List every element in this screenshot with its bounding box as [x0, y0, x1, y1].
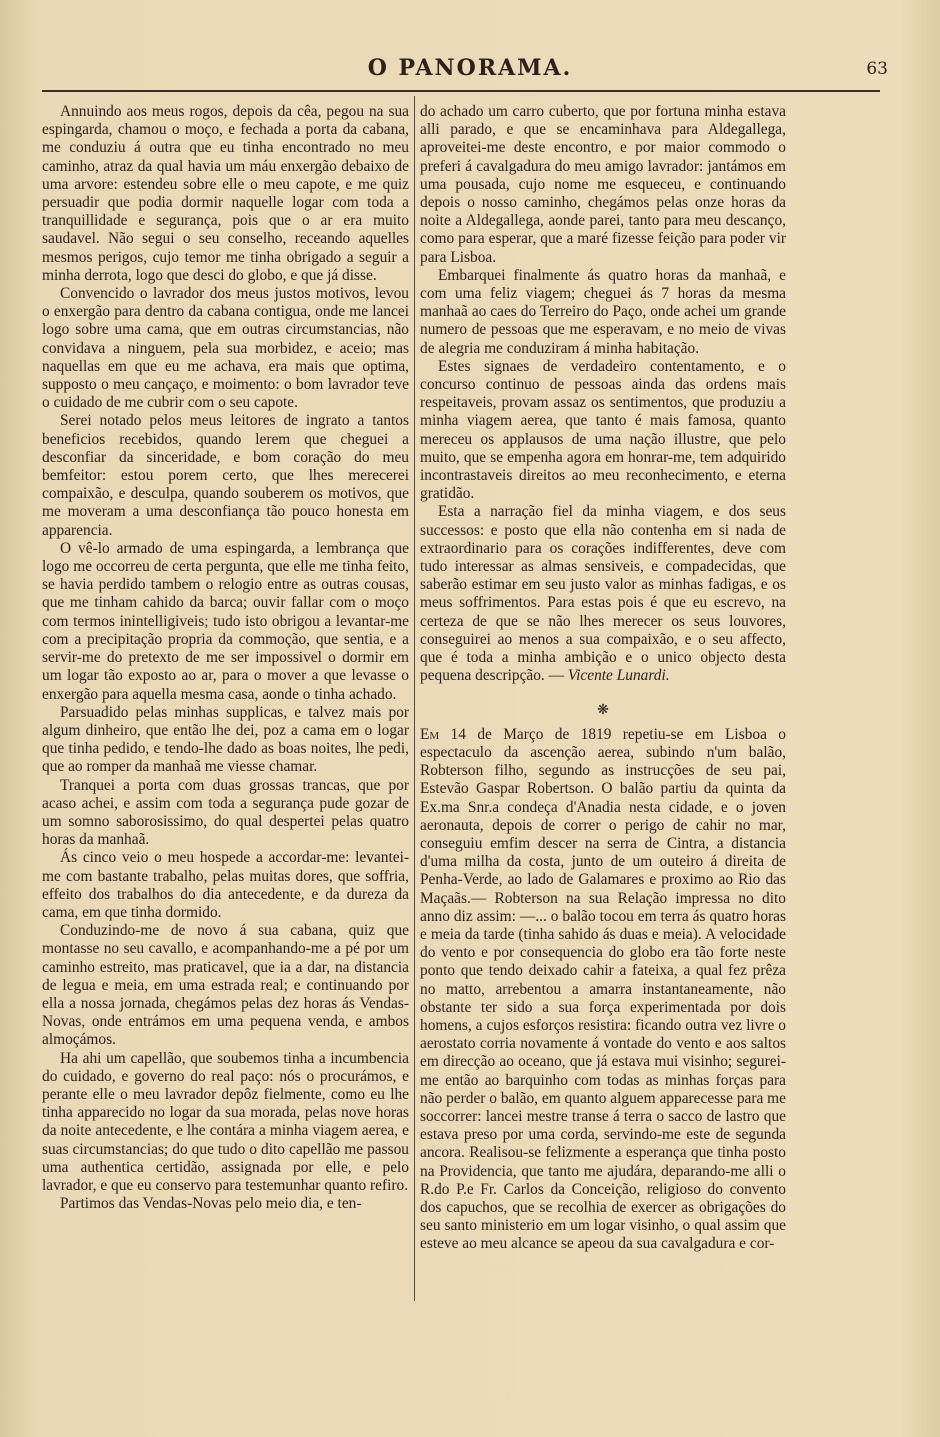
publication-title: O PANORAMA.: [367, 55, 573, 81]
paragraph: Ás cinco veio o meu hospede a accordar-me: levantei-me com bastante trabalho, pelas muitas dores, que soffria, effeito dos trabalhos do dia antecedente, e da dureza da cama, em que tinha dormido.: [42, 849, 409, 921]
paragraph: Convencido o lavrador dos meus justos motivos, levou o enxergão para dentro da cabana contigua, onde me lancei logo sobre uma cama, que em outras circumstancias, não convidava a ninguem, pela sua morbidez, e aceio; mas naquellas em que eu me achava, era mais que optima, supposto o meu cançaço, e moimento: o bom lavrador teve o cuidado de me cubrir com o seu capote.: [42, 285, 409, 412]
lead-in-word: Em: [420, 725, 440, 743]
section-separator: ❋: [597, 702, 609, 718]
paragraph: Conduzindo-me de novo á sua cabana, quiz que montasse no seu cavallo, e acompanhando-me a pé por um caminho estreito, mas praticavel, que ia a dar, na distancia de legua e meia, em uma estrada real; e continuando por ella a nossa jornada, chegámos pelas dez horas ás Vendas-Novas, onde entrámos em uma pequena venda, e ambos almoçámos.: [42, 922, 409, 1049]
paragraph: Embarquei finalmente ás quatro horas da manhaã, e com uma feliz viagem; cheguei ás 7 horas da mesma manhaã ao caes do Terreiro do Paço, onde achei um grande numero de pessoas que me esperavam, e no meio de vivas de alegria me conduziram á minha habitação.: [420, 266, 786, 357]
paragraph-body: 14 de Março de 1819 repetiu-se em Lisboa o espectaculo da ascenção aerea, subindo n'um balão, Robterson filho, segundo as instrucções de seu pai, Estevão Gaspar Robertson. O balão partiu da quinta da Ex.ma Snr.a condeça d'Anadia nesta cidade, e o joven aeronauta, depois de correr o perigo de cahir no mar, conseguiu emfim descer na serra de Cintra, a distancia d'uma milha da costa, junto de um outeiro á direita de Penha-Verde, ao lado de Galamares e proximo ao Rio das Maçaãs.— Robterson na sua Relação impressa no dito anno diz assim: —... o balão tocou em terra ás quatro horas e meia da tarde (tinha sahido ás duas e meia). A velocidade do vento e por consequencia do globo era tão forte neste ponto que tendo deixado cahir a fateixa, a qual fez prêza no matto, arrebentou a amarra instantaneamente, não obstante ter sido a sua força experimentada por dois homens, a cujos esforços resistira: ficando outra vez livre o aerostato corria novamente á vontade do vento e aos saltos em direcção ao oceano, que já estava mui visinho; segurei-me então ao barquinho com todas as minhas forças para não perder o balão, em quanto alguem apparecesse para me soccorrer: lancei mestre transe á terra o sacco de lastro que estava preso por uma corda, servindo-me este de segunda ancora. Realisou-se felizmente a esperança que tinha posto na Providencia, que tanto me ajudára, deparando-me alli o R.do P.e Fr. Carlos da Conceição, religioso do convento dos capuchos, que se recolhia de exercer as obrigações do seu santo ministerio em um logar visinho, o qual assim que esteve ao meu alcance se apeou da sua cavalgadura e cor-: [420, 725, 786, 1253]
paragraph: Ha ahi um capellão, que soubemos tinha a incumbencia do cuidado, e governo do real paço: nós o procurámos, e perante elle o meu lavrador depôz fielmente, como eu lhe tinha apparecido no logar da sua morada, pelas nove horas da noite antecedente, e lhe contára a minha viagem aerea, e suas circumstancias; do que tudo o dito capellão me passou uma authentica certidão, assignada por elle, e pelo lavrador, e que eu conservo para testemunhar quanto refiro.: [42, 1049, 409, 1194]
paragraph: [420, 726, 786, 1254]
paragraph: Partimos das Vendas-Novas pelo meio dia, e ten-: [60, 1195, 362, 1213]
header-rule: [42, 90, 880, 92]
author-signature: Vicente Lunardi.: [567, 667, 670, 685]
page-header: [40, 55, 900, 85]
left-column: [42, 103, 409, 1213]
paragraph: Tranquei a porta com duas grossas trancas, que por acaso achei, e assim com toda a segurança pude gozar de um somno saborosissimo, do qual despertei pelas quatro horas da manhaã.: [42, 776, 409, 849]
paragraph: Annuindo aos meus rogos, depois da cêa, pegou na sua espingarda, chamou o moço, e fechada a porta da cabana, me conduziu á outra que eu tinha encontrado no meu caminho, atraz da qual havia um máu enxergão debaixo de uma arvore: estendeu sobre elle o meu capote, e me quiz persuadir que podia dormir naquelle logar com toda a tranquillidade e segurança, pois que o ar era muito saudavel. Não segui o seu conselho, receando aquelles mesmos perigos, cujo temor me tinha obrigado a seguir a minha derrota, logo que desci do globo, e que já disse.: [42, 103, 409, 284]
paragraph: do achado um carro cuberto, que por fortuna minha estava alli parado, e que se encaminhava para Aldegallega, aproveitei-me deste encontro, e por maior commodo o preferi á cavalgadura do meu amigo lavrador: jantámos em uma pousada, cujo nome me esqueceu, e continuando depois o nosso caminho, chegámos pelas onze horas da noite a Aldegallega, aonde parei, tanto para meu descanço, como para esperar, que a maré fizesse feição para poder vir para Lisboa.: [420, 103, 786, 266]
paragraph: [420, 503, 786, 685]
page-number: 63: [866, 59, 888, 79]
paragraph: Estes signaes de verdadeiro contentamento, e o concurso continuo de pessoas ainda das ordens mais respeitaveis, provam assaz os sentimentos, que produziu a minha viagem aerea, que tanto é mais famosa, quanto mereceu os applausos de uma nação illustre, que pelo muito, que se empenha agora em honrar-me, tem adquirido incontrastaveis direitos ao meu reconhecimento, e eterna gratidão.: [420, 357, 786, 503]
paragraph: O vê-lo armado de uma espingarda, a lembrança que logo me occorreu de certa pergunta, que elle me tinha feito, se havia perdido tambem o relogio entre as outras cousas, que me tinham cahido da barca; ouvir fallar com o moço com termos inintelligiveis; tudo isto obrigou a levantar-me com a precipitação propria da commoção, que sentia, e a servir-me do pretexto de me ser impossivel o dormir em um logar tão exposto ao ar, para o mover a que levasse o enxergão para aquella mesma casa, aonde o tinha achado.: [42, 539, 409, 703]
right-column: [420, 103, 786, 1254]
column-divider: [414, 96, 415, 1301]
closing-paragraph-text: Esta a narração fiel da minha viagem, e dos seus successos: e posto que ella não contenha em si nada de extraordinario para os corações indifferentes, deve com tudo interessar as almas sensiveis, e compadecidas, que saberão estimar em seu justo valor as minhas fadigas, e os meus soffrimentos. Para estas pois é que eu escrevo, na certeza de que se não lhes merecer os seus louvores, conseguirei ao menos a sua compaixão, e o seu affecto, que é toda a minha ambição e o unico objecto desta pequena descripção. —: [420, 503, 786, 685]
paragraph: Serei notado pelos meus leitores de ingrato a tantos beneficios recebidos, quando lerem que cheguei a desconfiar da sinceridade, e bom coração do meu bemfeitor: estou porem certo, que lhes merecerei compaixão, e desculpa, quando souberem os motivos, que me moveram a uma desconfiança tão pouco honesta em apparencia.: [42, 412, 409, 539]
paragraph: Parsuadido pelas minhas supplicas, e talvez mais por algum dinheiro, que então lhe dei, poz a cama em o logar que tinha pedido, e tendo-lhe dado as boas noites, lhe pedi, que ao romper da manhaã me viesse chamar.: [42, 703, 409, 776]
